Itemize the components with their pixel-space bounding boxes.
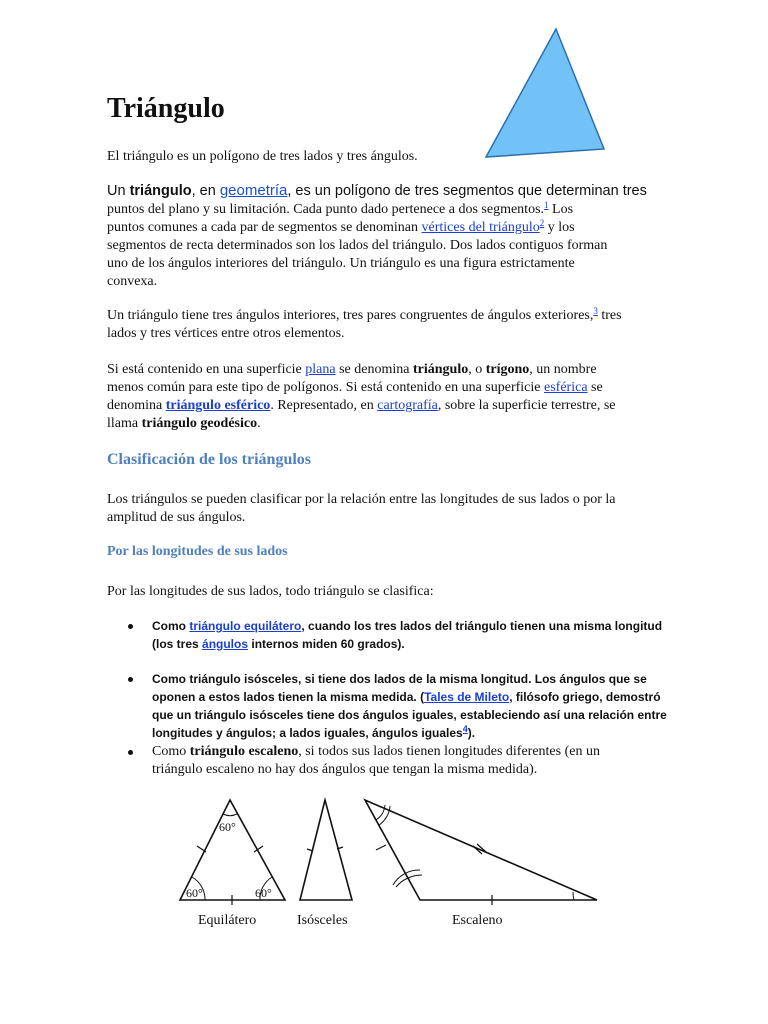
blue-triangle-image (480, 25, 610, 165)
bullet-dot (128, 750, 133, 755)
label-isosceles: Isósceles (297, 913, 348, 928)
label-equilatero: Equilátero (198, 913, 257, 928)
page-title: Triángulo (107, 93, 225, 124)
equilateral-angle-right: 60° (255, 886, 272, 900)
equilateral-angle-left: 60° (186, 886, 203, 900)
link-triangulo-esferico[interactable]: triángulo esférico (165, 398, 271, 413)
bullet-escaleno: Como triángulo escaleno, si todos sus lados tienen longitudes diferentes (en un triángulo escaleno no hay dos ángulos que tengan la misma medida). (152, 744, 600, 777)
link-esferica[interactable]: esférica (544, 380, 588, 395)
ref-4-link[interactable]: 4 (462, 724, 468, 734)
bullet-isosceles: Como triángulo isósceles, si tiene dos lados de la misma longitud. Los ángulos que se oponen a estos lados tienen la misma medida. (Tales de Mileto, filósofo griego, demostró que un triángulo isósceles tiene dos ángulos iguales, estableciendo así una relación entre longitudes y ángulos; a lados iguales, ángulos iguales$^4$). (152, 672, 667, 740)
link-cartografia[interactable]: cartografía (377, 398, 438, 413)
link-tales-de-mileto[interactable]: Tales de Mileto (424, 690, 510, 704)
link-plana[interactable]: plana (305, 362, 336, 377)
equilateral-angle-top: 60° (219, 820, 236, 834)
bullet-equilatero: Como triángulo equilátero, cuando los tres lados del triángulo tienen una misma longitud (los tres ángulos internos miden 60 grados). (152, 619, 663, 651)
ref-3-link[interactable]: 3 (593, 306, 598, 316)
lengths-paragraph: Por las longitudes de sus lados, todo triángulo se clasifica: (107, 584, 434, 599)
surface-paragraph: Si está contenido en una superficie plana se denomina triángulo, o trígono, un nombre menos común para este tipo de polígonos. Si está contenido en una superficie esférica se denomina triángulo esférico. Representado, en cartografía, sobre la superficie terrestre, se llama triángulo geodésico. (107, 362, 616, 431)
section-heading-longitudes: Por las longitudes de sus lados (107, 544, 288, 559)
label-escaleno: Escaleno (452, 913, 503, 928)
bullet-dot (128, 677, 133, 682)
link-triangulo-equilatero[interactable]: triángulo equilátero (189, 619, 302, 633)
ref-1-link[interactable]: 1 (544, 200, 549, 210)
link-angulos[interactable]: ángulos (202, 637, 249, 651)
scalene-triangle (365, 800, 597, 905)
definition-paragraph: Un triángulo, en geometría, es un polígono de tres segmentos que determinan tres puntos del plano y su limitación. Cada punto dado pertenece a dos segmentos.$^1$ Los puntos comunes a cada par de segmentos se denominan vértices del triángulo$^2$ y los segmentos de recta determinados son los lados del triángulo. Dos lados contiguos forman uno de los ángulos interiores del triángulo. Un triángulo es una figura estrictamente convexa. (107, 182, 647, 289)
elements-paragraph: Un triángulo tiene tres ángulos interiores, tres pares congruentes de ángulos exteriores,$^3$ tres lados y tres vértices entre otros elementos. (107, 306, 622, 341)
intro-paragraph: El triángulo es un polígono de tres lados y tres ángulos. (107, 149, 418, 164)
section-heading-clasificacion: Clasificación de los triángulos (107, 451, 312, 468)
triangle-types-figure (170, 790, 610, 940)
isosceles-triangle (300, 800, 352, 900)
link-vertices-triangulo[interactable]: vértices del triángulo (421, 220, 540, 235)
bullet-dot (128, 624, 133, 629)
classification-paragraph: Los triángulos se pueden clasificar por la relación entre las longitudes de sus lados o por la amplitud de sus ángulos. (107, 492, 616, 525)
ref-2-link[interactable]: 2 (539, 218, 545, 228)
link-geometria[interactable]: geometría (219, 182, 288, 199)
